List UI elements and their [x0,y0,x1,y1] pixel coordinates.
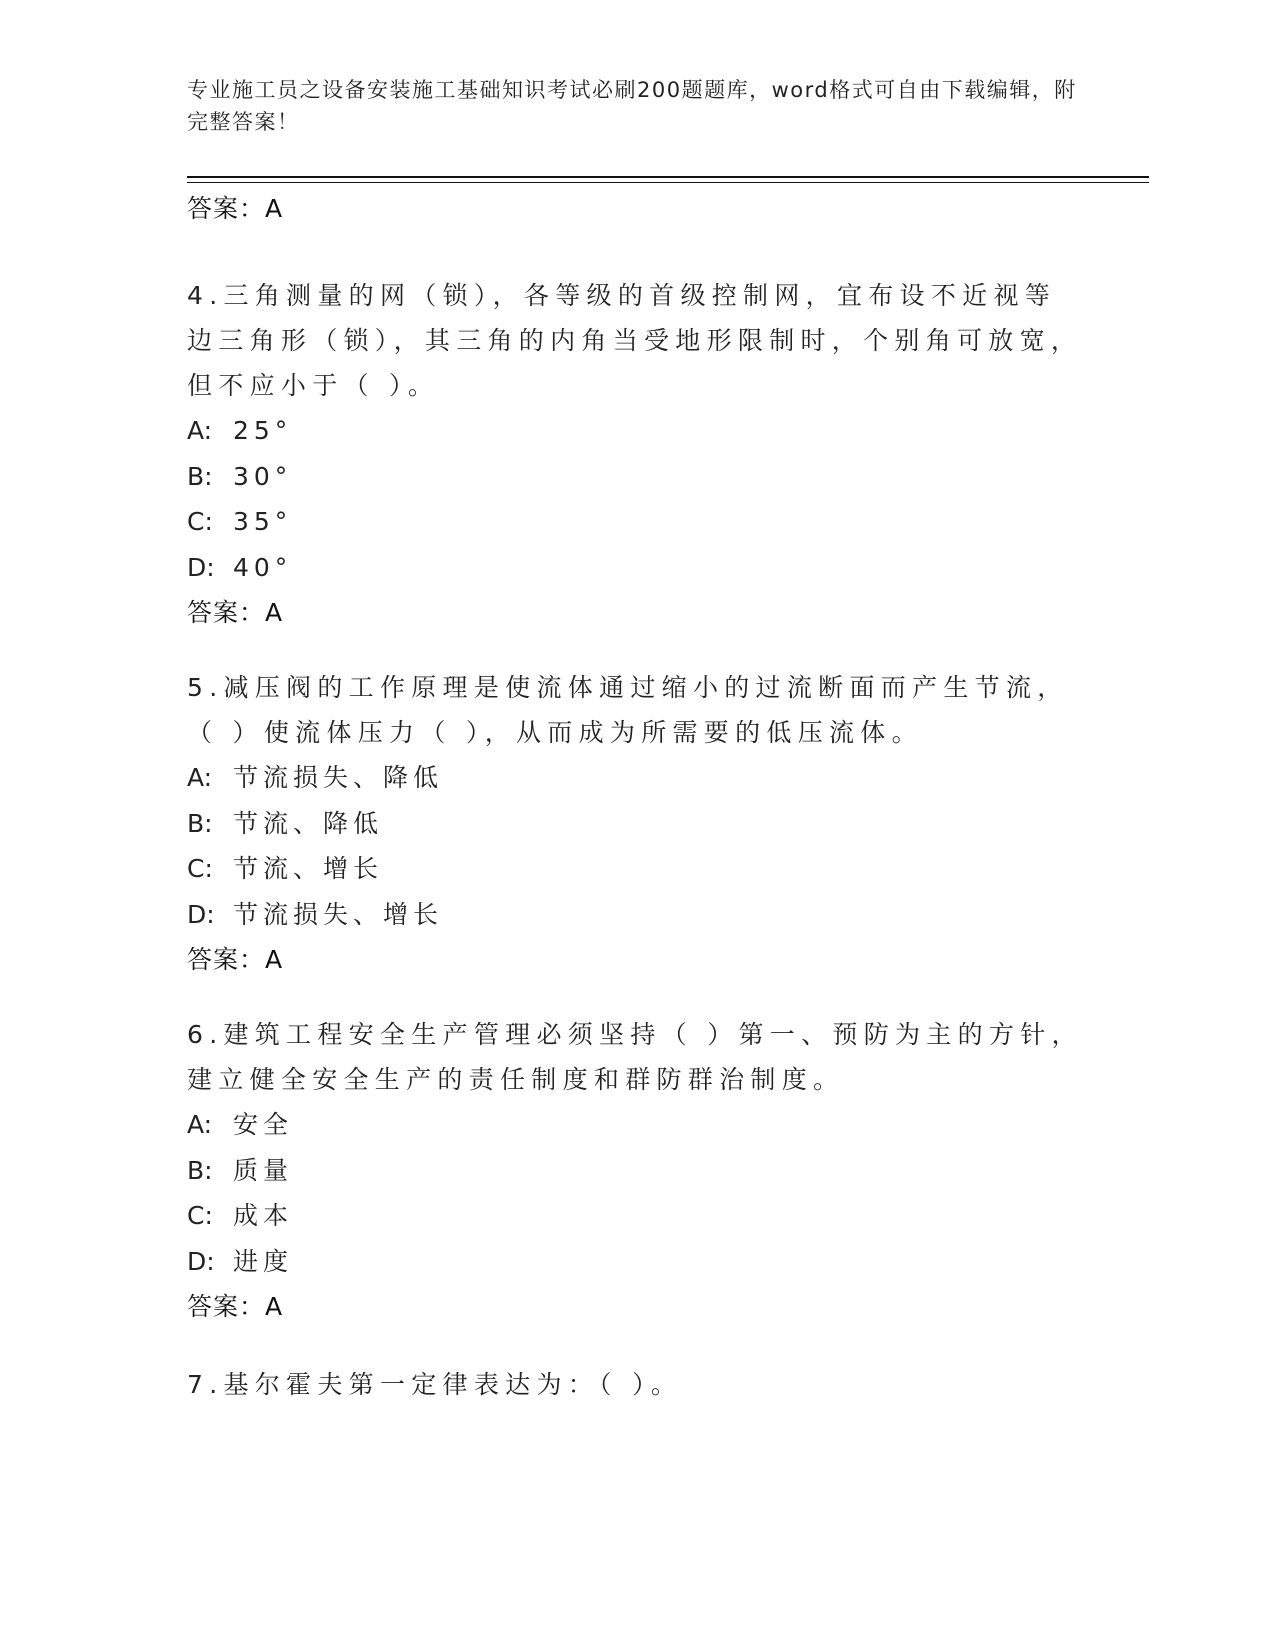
option-b [187,454,1087,500]
header-rule-thin [187,182,1149,183]
option-text: 成本 [233,1201,294,1230]
option-text: 节流、增长 [233,854,384,883]
question-text: 三角测量的网（锁），各等级的首级控制网，宜布设不近视等边三角形（锁），其三角的内角当受地形限制时，个别角可放宽，但不应小于（ ）。 [187,281,1083,400]
option-text: 节流损失、增长 [233,899,444,929]
question-5 [187,665,1087,983]
option-letter: A: [187,416,213,445]
option-text: 安全 [233,1110,294,1139]
answer-label: 答案： [187,1292,266,1321]
option-text: 节流、降低 [233,808,384,838]
question-7 [187,1362,1087,1407]
answer-value: A [265,945,284,974]
answer-label: 答案： [187,598,266,627]
question-number: 7. [187,1370,224,1399]
question-text: 基尔霍夫第一定律表达为：（ ）。 [223,1370,683,1399]
option-letter: D: [187,552,215,582]
option-a [187,1102,1087,1148]
option-c [187,499,1087,545]
question-number: 5. [187,673,224,702]
option-text: 30° [233,461,293,491]
option-a [187,755,1087,801]
option-text: 25° [233,416,293,445]
question-stem [187,1012,1087,1102]
option-letter: C: [187,507,213,536]
answer [187,1284,1087,1330]
question-stem [187,273,1087,408]
option-text: 质量 [233,1155,294,1185]
answer-value: A [265,598,284,627]
question-number: 6. [187,1020,224,1049]
option-c [187,846,1087,892]
question-number: 4. [187,281,224,310]
option-text: 40° [233,552,293,582]
option-letter: A: [187,763,213,792]
question-6 [187,1012,1087,1330]
option-letter: D: [187,899,215,929]
previous-answer [187,186,1087,232]
question-stem [187,665,1087,755]
question-stem [187,1362,1087,1407]
answer-label: 答案： [187,194,266,223]
answer-value: A [265,194,284,223]
option-d [187,892,1087,938]
option-letter: B: [187,461,213,491]
option-text: 35° [233,507,293,536]
option-d [187,1239,1087,1285]
option-letter: C: [187,1201,213,1230]
option-a [187,408,1087,454]
option-d [187,545,1087,591]
answer [187,937,1087,983]
option-letter: B: [187,808,213,838]
option-text: 进度 [233,1246,294,1276]
page-header: 专业施工员之设备安装施工基础知识考试必刷200题题库，word格式可自由下载编辑，附完整答案！ [187,78,1077,134]
option-letter: A: [187,1110,213,1139]
answer [187,590,1087,636]
question-text: 建筑工程安全生产管理必须坚持（ ）第一、预防为主的方针，建立健全安全生产的责任制度和群防群治制度。 [187,1020,1083,1094]
answer-value: A [265,1292,284,1321]
question-4 [187,273,1087,636]
option-b [187,1148,1087,1194]
option-letter: C: [187,854,213,883]
option-b [187,801,1087,847]
header-rule-thick [187,176,1149,178]
answer-label: 答案： [187,945,266,974]
option-text: 节流损失、降低 [233,763,444,792]
option-c [187,1193,1087,1239]
option-letter: B: [187,1155,213,1185]
option-letter: D: [187,1246,215,1276]
question-text: 减压阀的工作原理是使流体通过缩小的过流断面而产生节流，（ ）使流体压力（ ），从而成为所需要的低压流体。 [187,673,1069,747]
